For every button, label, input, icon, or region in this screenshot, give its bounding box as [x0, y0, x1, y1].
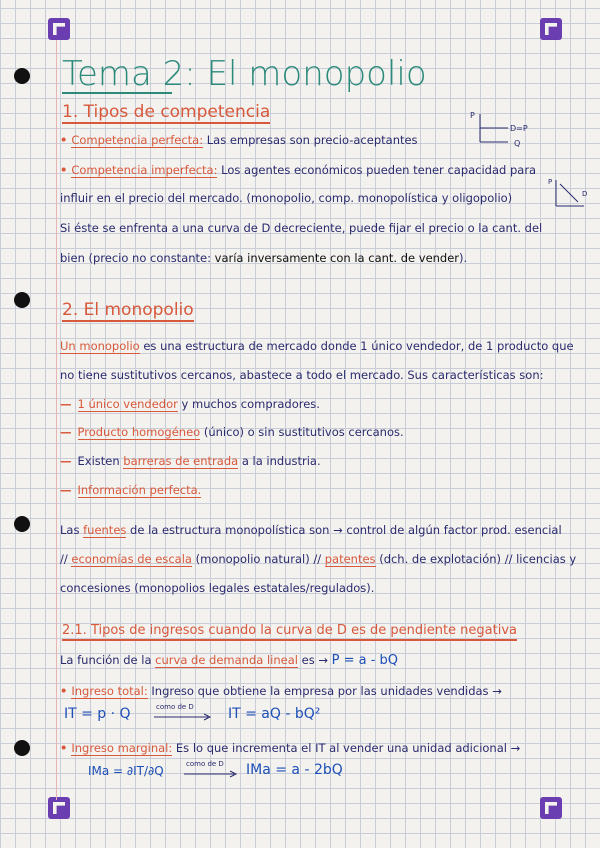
diagram-demand-line: [560, 184, 578, 202]
term-single-seller: 1 único vendedor: [77, 397, 178, 411]
bullet: •: [60, 741, 68, 755]
line-total-revenue: [60, 683, 502, 699]
line-price-not-constant: [60, 250, 467, 266]
text: La función de la: [60, 653, 156, 667]
binder-hole: [14, 68, 30, 84]
arrow-label-ima: como de D: [186, 760, 224, 768]
dash: —: [60, 397, 72, 411]
text-emphasis: varía inversamente con la cant. de vender: [214, 251, 460, 265]
text: Las: [60, 523, 84, 537]
diagram-dp-label: D=P: [510, 124, 528, 133]
line-sources-1: [60, 522, 562, 538]
term-sources: fuentes: [83, 523, 127, 537]
text: Los agentes económicos pueden tener capacidad para: [217, 163, 537, 177]
line-characteristic-3: [60, 453, 321, 469]
corner-mark-top-left: [48, 18, 70, 40]
formula-ima-2: IMa = a - 2bQ: [246, 762, 343, 778]
text: Existen: [77, 454, 124, 468]
term-total-revenue: Ingreso total:: [71, 684, 148, 698]
diagram-p-label: P: [470, 111, 475, 120]
text: es una estructura de mercado donde 1 único vendedor, de 1 producto que: [139, 339, 574, 353]
binder-hole: [14, 740, 30, 756]
arrow-icon: [152, 712, 216, 722]
line-characteristic-1: [60, 396, 320, 412]
line-monopoly-definition-2: no tiene sustitutivos cercanos, abastece a todo el mercado. Sus características son:: [60, 368, 544, 382]
text: y muchos compradores.: [177, 397, 320, 411]
dash: —: [60, 454, 72, 468]
text: Es lo que incrementa el IT al vender una unidad adicional →: [172, 741, 521, 755]
term-linear-demand: curva de demanda lineal: [155, 653, 298, 667]
text: bien (precio no constante:: [60, 251, 215, 265]
formula-it-1: IT = p · Q: [64, 706, 131, 722]
term-patents: patentes: [324, 552, 376, 566]
text: es →: [297, 653, 332, 667]
bullet: •: [60, 163, 68, 177]
formula-ima-1: IMa = ∂IT/∂Q: [88, 764, 164, 778]
term-perfect-competition: Competencia perfecta:: [71, 133, 204, 147]
line-sources-3: concesiones (monopolios legales estatales/regulados).: [60, 581, 375, 595]
line-monopoly-definition: [60, 338, 574, 354]
term-homogeneous-product: Producto homogéneo: [77, 425, 201, 439]
text: //: [60, 552, 72, 566]
diagram-p-label: P: [548, 178, 553, 186]
corner-mark-bottom-left: [48, 797, 70, 819]
dash: —: [60, 425, 72, 439]
imperfect-competition-diagram: [548, 176, 594, 212]
diagram-d-label: D: [582, 190, 588, 198]
binder-hole: [14, 292, 30, 308]
bullet: •: [60, 133, 68, 147]
perfect-competition-diagram: [468, 108, 548, 152]
line-characteristic-2: [60, 424, 404, 440]
text: Ingreso que obtiene la empresa por las unidades vendidas →: [147, 684, 502, 698]
text: (único) o sin sustitutivos cercanos.: [200, 425, 404, 439]
formula-it-2: IT = aQ - bQ²: [228, 706, 321, 722]
text: de la estructura monopolística son → control de algún factor prod. esencial: [126, 523, 562, 537]
formula-demand: P = a - bQ: [331, 653, 399, 668]
line-sources-2: [60, 551, 576, 567]
diagram-q-label: Q: [514, 139, 521, 148]
text: (monopolio natural) //: [191, 552, 325, 566]
text: Las empresas son precio-aceptantes: [203, 133, 418, 147]
binder-hole: [14, 516, 30, 532]
term-entry-barriers: barreras de entrada: [123, 454, 239, 468]
text: a la industria.: [238, 454, 321, 468]
line-characteristic-4: [60, 482, 201, 498]
term-perfect-information: Información perfecta.: [77, 483, 202, 497]
corner-mark-top-right: [540, 18, 562, 40]
page-title-text: Tema 2: El monopolio: [62, 54, 427, 94]
arrow-icon: [182, 769, 242, 779]
line-marginal-revenue: [60, 740, 520, 756]
text: ).: [459, 251, 468, 265]
section-heading-2-1: 2.1. Tipos de ingresos cuando la curva de D es de pendiente negativa: [62, 622, 517, 641]
line-perfect-competition: [60, 132, 418, 148]
margin-line: [56, 40, 57, 800]
page-title: [62, 54, 427, 94]
corner-mark-bottom-right: [540, 797, 562, 819]
text: (dch. de explotación) // licencias y: [375, 552, 577, 566]
line-influence: influir en el precio del mercado. (monopolio, comp. monopolística y oligopolio): [60, 191, 513, 205]
line-decreasing-demand: Si éste se enfrenta a una curva de D decreciente, puede fijar el precio o la cant. del: [60, 221, 543, 235]
line-demand-function: [60, 652, 398, 669]
dash: —: [60, 483, 72, 497]
section-heading-1: 1. Tipos de competencia: [62, 102, 271, 122]
bullet: •: [60, 684, 68, 698]
arrow-label-it: como de D: [156, 703, 194, 711]
line-imperfect-competition: [60, 162, 536, 178]
term-monopoly: Un monopolio: [60, 339, 140, 353]
term-marginal-revenue: Ingreso marginal:: [71, 741, 173, 755]
term-imperfect-competition: Competencia imperfecta:: [71, 163, 218, 177]
section-heading-2: 2. El monopolio: [62, 300, 194, 320]
term-economies-of-scale: economías de escala: [71, 552, 192, 566]
